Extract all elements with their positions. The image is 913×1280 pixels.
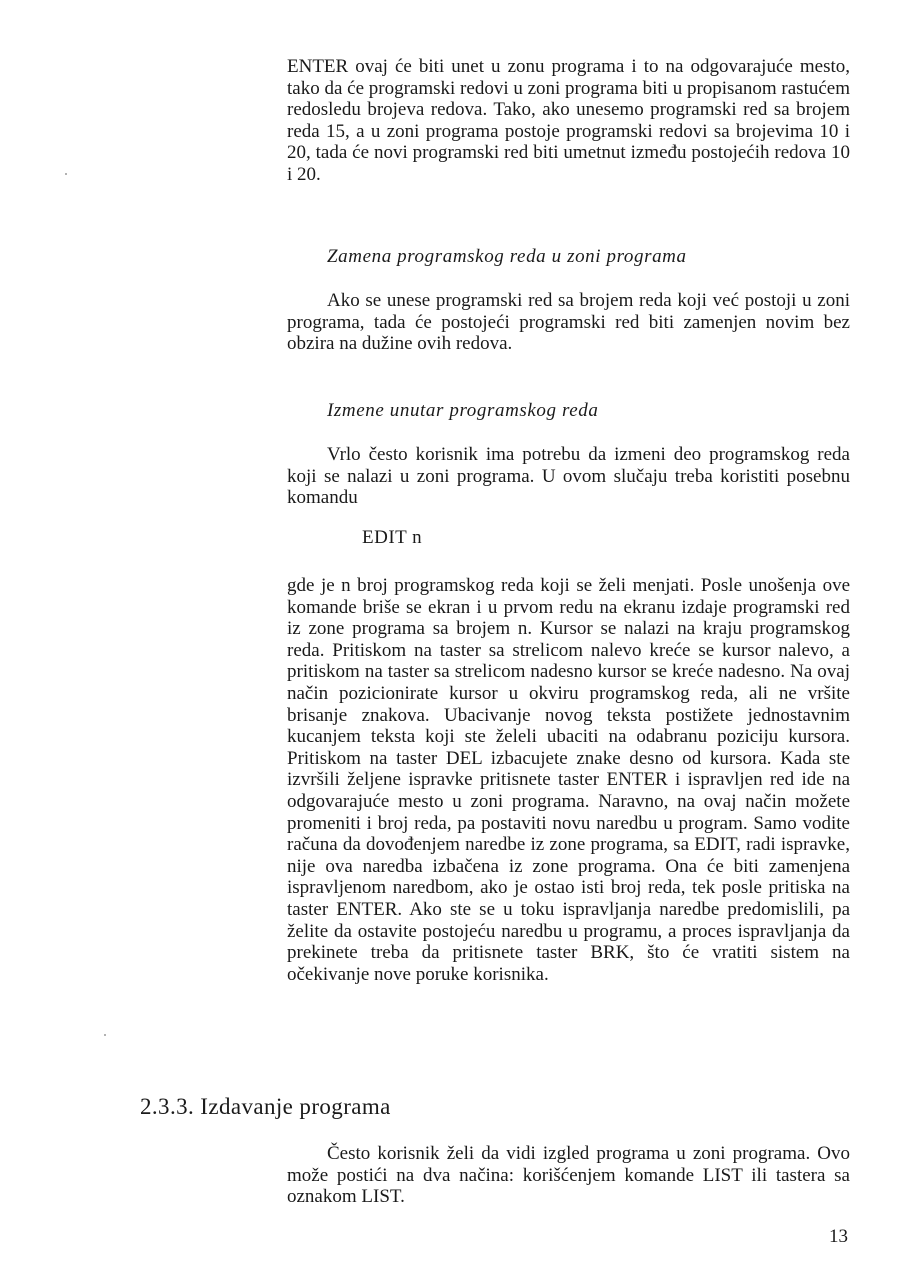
paragraph-edit-intro: Vrlo često korisnik ima potrebu da izmeni deo programskog reda koji se nalazi u zoni programa. U ovom slučaju treba koristiti posebnu komandu xyxy=(287,444,850,509)
section-heading: 2.3.3. Izdavanje programa xyxy=(140,1094,391,1119)
subheading-line-editing: Izmene unutar programskog reda xyxy=(327,400,599,421)
edit-command-example: EDIT n xyxy=(362,527,423,548)
subheading-line-replacement: Zamena programskog reda u zoni programa xyxy=(327,246,687,267)
paragraph-listing: Često korisnik želi da vidi izgled programa u zoni programa. Ovo može postići na dva načina: korišćenjem komande LIST ili tastera sa oznakom LIST. xyxy=(287,1143,850,1208)
paragraph-enter-insertion: ENTER ovaj će biti unet u zonu programa i to na odgovarajuće mesto, tako da će programski redovi u zoni programa biti u propisanom rastućem redosledu brojeva redova. Tako, ako unesemo programski red sa brojem reda 15, a u zoni programa postoje programski redovi sa brojevima 10 i 20, tada će novi programski red biti umetnut između postojećih redova 10 i 20. xyxy=(287,56,850,185)
paragraph-line-replacement: Ako se unese programski red sa brojem reda koji već postoji u zoni programa, tada će postojeći programski red biti zamenjen novim bez obzira na dužine ovih redova. xyxy=(287,290,850,355)
paragraph-edit-explanation: gde je n broj programskog reda koji se želi menjati. Posle unošenja ove komande briše se ekran i u prvom redu na ekranu izdaje programski red iz zone programa sa brojem n. Kursor se nalazi na kraju programskog reda. Pritiskom na taster sa strelicom nalevo kreće se kursor nalevo, a pritiskom na taster sa strelicom nadesno kursor se kreće nadesno. Na ovaj način pozicionirate kursor u okviru programskog reda, ali ne vršite brisanje znakova. Ubacivanje novog teksta postižete jednostavnim kucanjem teksta koji ste želeli ubaciti na odabranu poziciju kursora. Pritiskom na taster DEL izbacujete znake desno od kursora. Kada ste izvršili željene ispravke pritisnete taster ENTER i ispravljen red ide na odgovarajuće mesto u zoni programa. Naravno, na ovaj način možete promeniti i broj reda, pa postaviti novu naredbu u program. Samo vodite računa da dovođenjem naredbe iz zone programa, sa EDIT, radi ispravke, nije ova naredba izbačena iz zone programa. Ona će biti zamenjena ispravljenom naredbom, ako je ostao isti broj reda, tek posle pritiska na taster ENTER. Ako ste se u toku ispravljanja naredbe predomislili, pa želite da ostavite postojeću naredbu u programu, a proces ispravljanja da prekinete treba da pritisnete taster BRK, što će vratiti sistem na očekivanje nove poruke korisnika. xyxy=(287,575,850,985)
scan-speck xyxy=(104,1034,106,1036)
page-number: 13 xyxy=(829,1226,848,1247)
scan-speck xyxy=(65,173,67,175)
